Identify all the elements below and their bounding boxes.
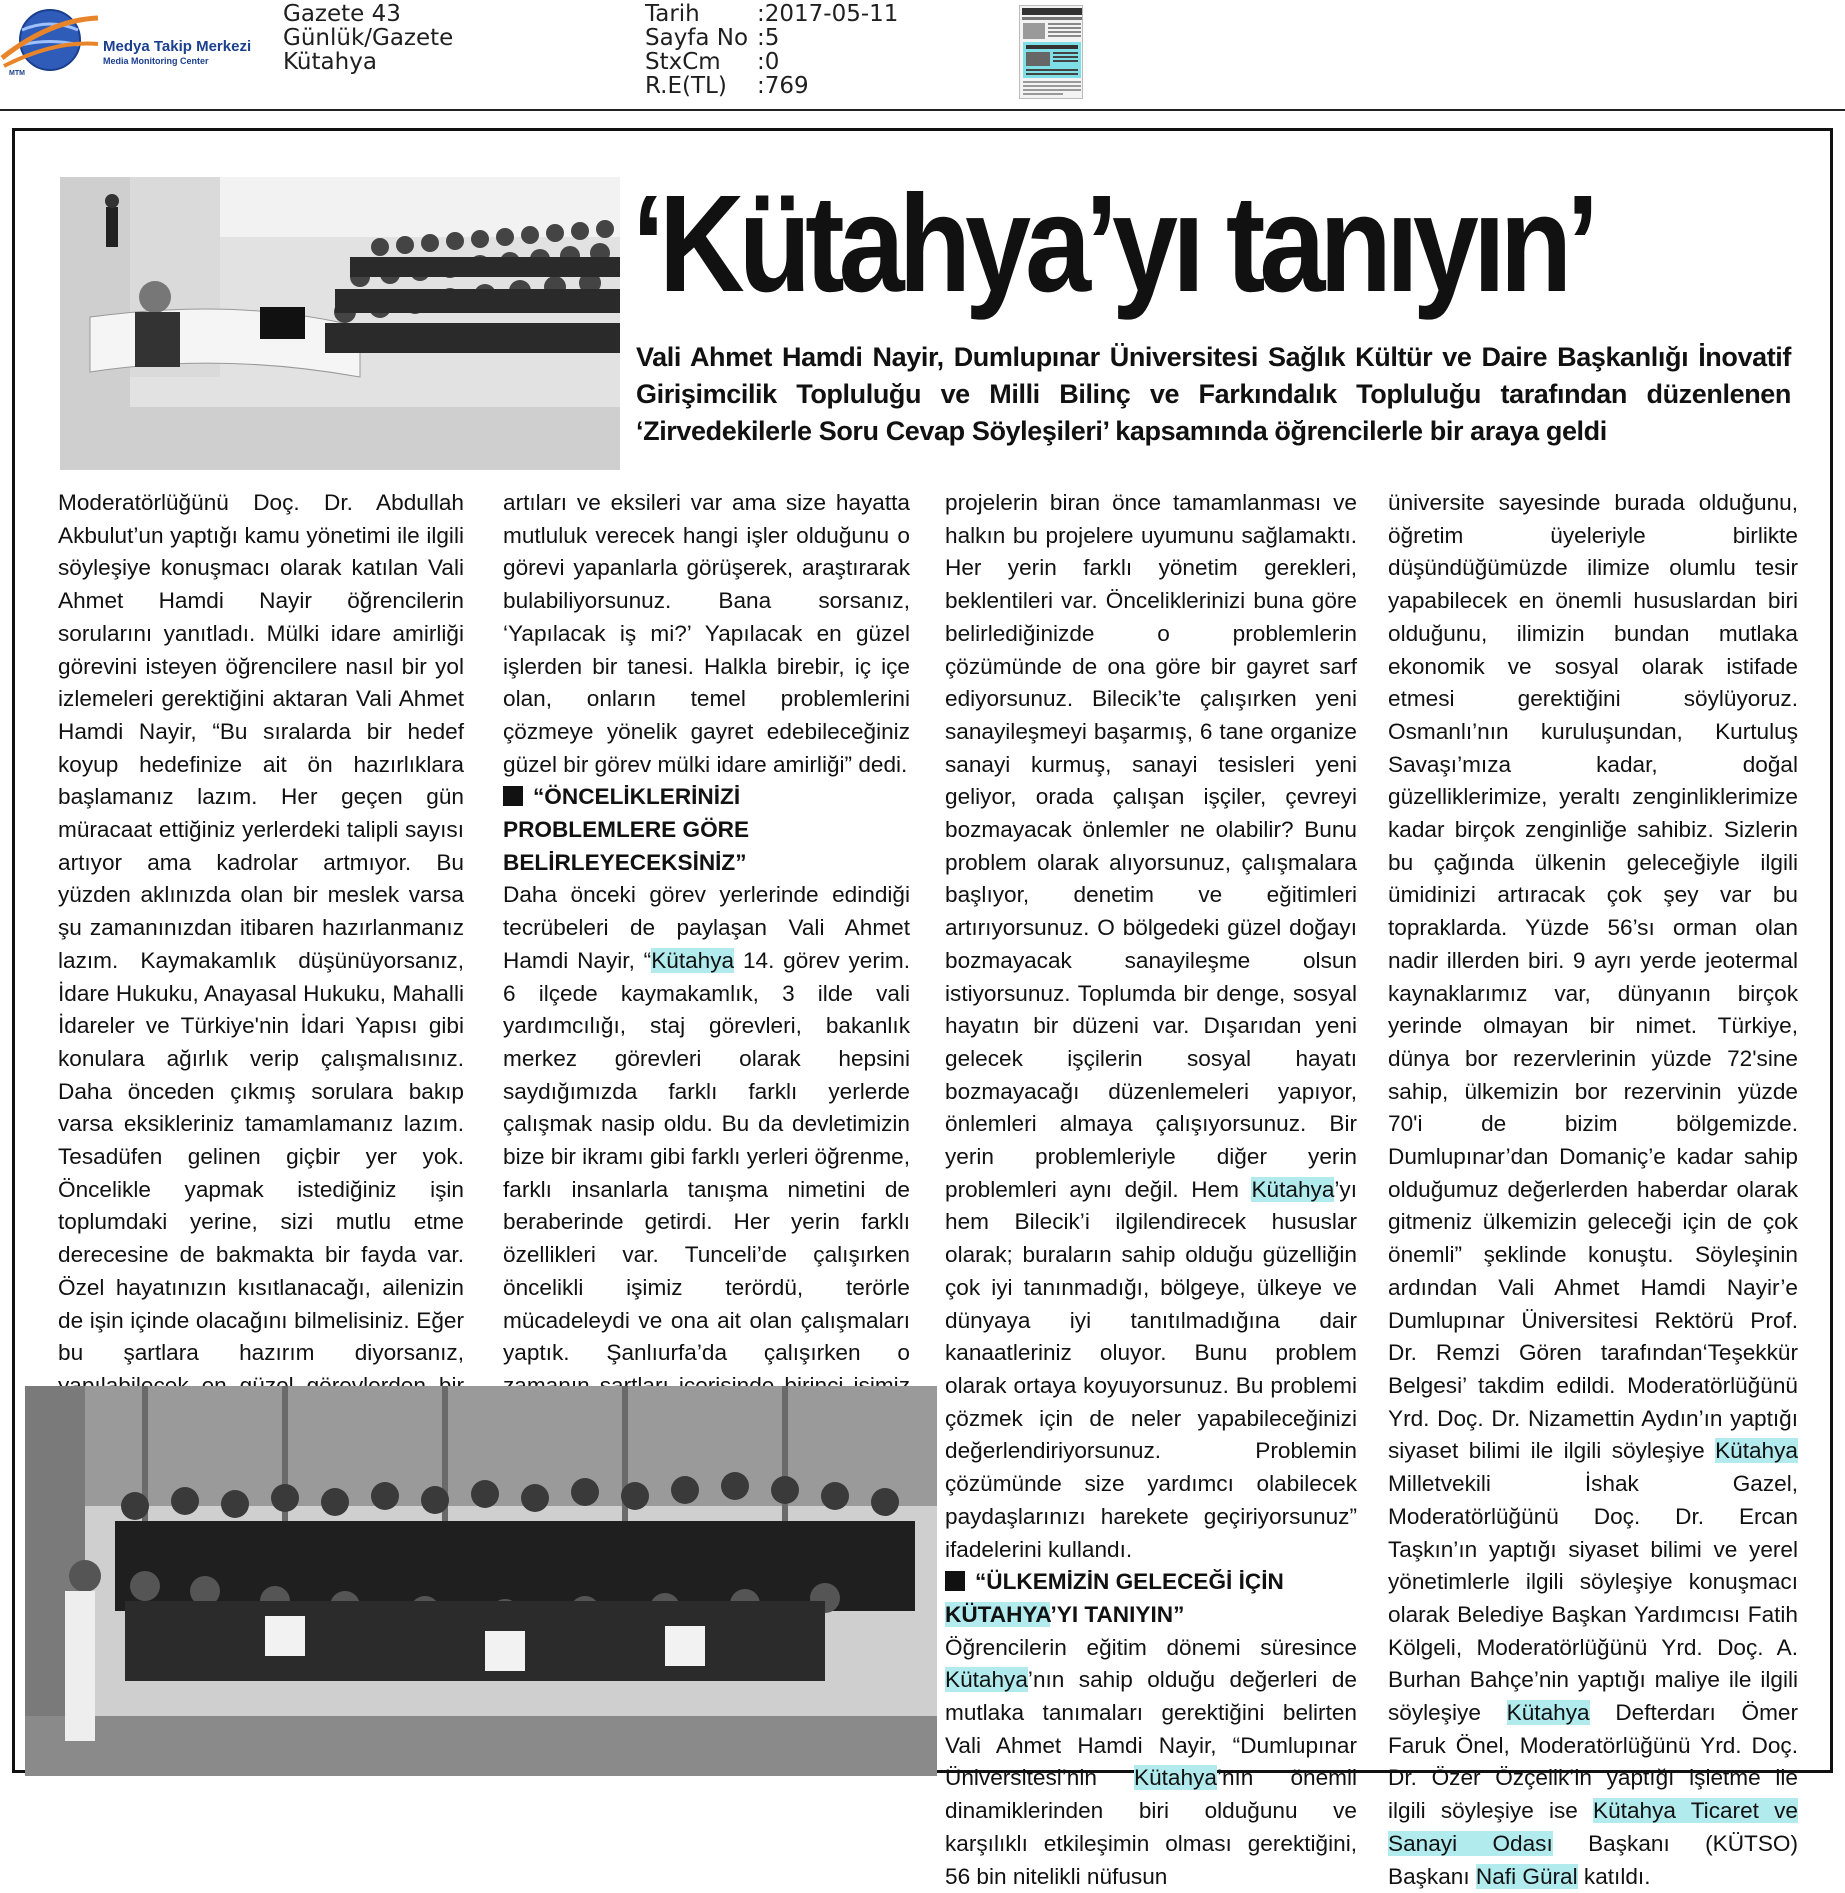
logo-name: Medya Takip Merkezi (103, 38, 252, 55)
keyword-highlight: Kütahya (651, 947, 735, 973)
article-column-1 (58, 487, 464, 1468)
keyword-highlight: Kütahya (1134, 1765, 1217, 1791)
page-thumbnail[interactable] (1019, 5, 1083, 99)
meta-value: :5 (757, 25, 780, 51)
clipping-meta (645, 2, 898, 98)
article-column-4 (1388, 487, 1798, 1893)
text-run: Öğrencilerin eğitim dönemi süresince (945, 1634, 1357, 1660)
source-city: Kütahya (283, 49, 377, 75)
article-column-3 (945, 487, 1357, 1893)
subheading-text: “ÜLKEMİZİN GELECEĞİ İÇİN (975, 1569, 1284, 1595)
subhead-square-icon (945, 1571, 965, 1591)
meta-value: :0 (757, 49, 780, 75)
header-divider (0, 109, 1845, 111)
subhead-square-icon (503, 786, 523, 806)
meta-label: Tarih (645, 1, 700, 27)
text-run: projelerin biran önce tamamlanması ve halkın bu projelere uyumunu sağlamaktı. Her yerin farklı yönetim gerekleri, beklentileri var. Önceliklerinizi buna göre belirlediğinizde o problemlerin çözümünde de ona göre bir gayret sarf ediyorsunuz. Bilecik’te çalışırken yeni sanayileşmeyi başarmış, 6 tane organize sanayi kurmuş, sanayi tesisleri yeni geliyor, orada çalışan işçiler, çevreyi bozmayacak önlemler ne olabilir? Bunu problem olarak alıyorsunuz, çalışmalara başlıyor, denetim ve eğitimleri artırıyorsunuz. O bölgedeki güzel doğayı bozmayacak sanayileşme olsun istiyorsunuz. Toplumda bir denge, sosyal hayatın bir düzeni var. Dışarıdan yeni gelecek işçilerin sosyal hayatı bozmayacağı düzenlemeleri yapıyor, önlemleri almaya çalışıyorsunuz. Bir yerin problemleriyle diğer yerin problemleri aynı değil. Hem (945, 490, 1357, 1202)
keyword-highlight: Kütahya (1715, 1438, 1798, 1464)
keyword-highlight: KÜTAHYA (945, 1601, 1051, 1627)
text-run: Milletvekili İshak Gazel, Moderatörlüğünü Doç. Dr. Ercan Taşkın’ın yaptığı siyaset bilimi ve yerel yönetimlerle ilgili söyleşiye konuşmacı olarak Belediye Başkan Yardımcısı Fatih Kölgeli, Moderatörlüğünü Yrd. Doç. A. Burhan Bahçe’nin yaptığı maliye ile ilgili söyleşiye (1388, 1471, 1798, 1726)
meta-row-date (645, 2, 898, 26)
source-type: Günlük/Gazete (283, 25, 454, 51)
meta-row-ad-value (645, 74, 898, 98)
conference-photo (60, 177, 620, 470)
text-run: ’nın sahip olduğu değerleri de mutlaka tanımaları gerektiğini belirten Vali Ahmet Hamdi Nayir, “Dumlupınar Üniversitesi’nin (945, 1667, 1357, 1791)
group-photo (25, 1386, 937, 1776)
text-run: katıldı. (1577, 1863, 1651, 1889)
column-3-paragraph-1 (945, 487, 1357, 1566)
keyword-highlight: Kütahya (1251, 1176, 1335, 1202)
keyword-highlight: Kütahya (1506, 1700, 1590, 1726)
text-run: Başkanı (KÜTSO) Başkanı (1388, 1830, 1798, 1889)
subheading-text: ’YI TANIYIN” (1050, 1601, 1185, 1627)
media-monitoring-logo (0, 0, 282, 86)
text-run: ’nın önemli dinamiklerinden biri olduğunu ve karşılıklı etkileşimin olması gerektiğini, 56 bin nitelikli nüfusun (945, 1765, 1357, 1889)
keyword-highlight: Nafi Güral (1475, 1863, 1578, 1889)
text-run: üniversite sayesinde burada olduğunu, öğretim üyeleriyle birlikte düşündüğümüzde ilimize olumlu tesir yapabilecek en önemli hususlardan biri olduğunu, ilimizin bundan mutlaka ekonomik ve sosyal olarak istifade etmesi gerektiğini söylüyoruz. Osmanlı’nın kuruluşundan, Kurtuluş Savaşı’mıza kadar, doğal güzelliklerimize, yeraltı zenginliklerimize kadar birçok zenginliğe sahibiz. Sizlerin bu çağında ülkenin geleceğiyle ilgili ümidinizi artıracak çok şey var bu topraklarda. Yüzde 56’sı orman olan nadir illerden biri. 9 ayrı yerde jeotermal kaynaklarımız var, dünyanın birçok yerinde olmayan bir nimet. Türkiye, dünya bor rezervlerinin yüzde 72'sine sahip, ülkemizin bor rezervinin yüzde 70'i de bizim bölgemizde. Dumlupınar’dan Domaniç’e kadar sahip olduğumuz değerlerden haberdar olarak gitmeniz ülkemizin geleceği için de çok önemli” şeklinde konuştu. Söyleşinin ardından Vali Ahmet Hamdi Nayir’e Dumlupınar Üniversitesi Rektörü Prof. Dr. Remzi Gören tarafından‘Teşekkür Belgesi’ takdim edildi. Moderatörlüğünü Yrd. Doç. Dr. Nizamettin Aydın’ın yaptığı siyaset bilimi ile ilgili söyleşiye (1388, 490, 1798, 1464)
meta-label: Sayfa No (645, 25, 749, 51)
logo-abbr: MTM (9, 70, 25, 77)
article-column-2 (503, 487, 910, 1468)
column-4-paragraph (1388, 487, 1798, 1893)
text-run: Defterdarı Ömer Faruk Önel, Moderatörlüğünü Yrd. Doç. Dr. Özer Özçelik’in yaptığı işletme ile ilgili söyleşiye ise (1388, 1700, 1799, 1824)
meta-row-page (645, 26, 898, 50)
meta-value: :2017-05-11 (757, 1, 899, 27)
text-run: 14. görev yerim. 6 ilçede kaymakamlık, 3 ilde vali yardımcılığı, staj görevleri, bakanlık merkez görevleri olarak hepsini saydığımızda farklı farklı yerlerde çalışmak nasip oldu. Bu da devletimizin bize bir ikramı gibi farklı yerleri öğrenme, farklı insanlarla tanışma nimetini de beraberinde getirdi. Her yerin farklı özellikleri var. Tunceli’de çalışırken öncelikli işimiz terördü, terörle mücadeleydi ve ona ait olan çalışmaları yaptık. Şanlıurfa’da çalışırken o (503, 947, 910, 1366)
article-headline: ‘Kütahya’yı tanıyın’ (632, 167, 1594, 321)
keyword-highlight: Kütahya (945, 1667, 1028, 1693)
meta-row-stxcm (645, 50, 898, 74)
article-deck: Vali Ahmet Hamdi Nayir, Dumlupınar Üniversitesi Sağlık Kültür ve Daire Başkanlığı İnovatif Girişimcilik Topluluğu ve Milli Bilinç ve Farkındalık Topluluğu tarafından düzenlenen ‘Zirvedekilerle Soru Cevap Söyleşileri’ kapsamında öğrencilerle bir araya geldi (636, 342, 1791, 446)
meta-value: :769 (757, 73, 809, 99)
text-run: ’yı hem Bilecik’i ilgilendirecek hususlar olarak; buraların sahip olduğu güzelliğin çok iyi tanınmadığı, bölgeye, ülkeye ve dünyaya iyi tanıtılmadığına dair kanaatleriniz oluyor. Bunu problem olarak ortaya koyuyorsunuz. Bu problemi çözmek için de neler yapabileceğinizi değerlendiriyorsunuz. Problemin çözümünde size yardımcı olabilecek paydaşlarınızı harekete geçiriyorsunuz” ifadelerini kullandı. (945, 1176, 1357, 1562)
source-paper: Gazete 43 (283, 1, 401, 27)
keyword-highlight: Kütahya Ticaret ve Sanayi Odası (1388, 1798, 1798, 1856)
subheading-priorities (503, 781, 910, 879)
meta-label: StxCm (645, 49, 721, 75)
logo-subtitle: Media Monitoring Center (103, 56, 209, 66)
meta-label: R.E(TL) (645, 73, 727, 99)
source-info (283, 2, 453, 74)
column-3-paragraph-2 (945, 1632, 1357, 1893)
column-2-paragraph-1: artıları ve eksileri var ama size hayatta mutluluk verecek hangi işler olduğunu o görevi yapanlarla görüşerek, araştırarak bulabiliyorsunuz. Bana sorsanız, ‘Yapılacak iş mi?’ Yapılacak en güzel işlerden bir tanesi. Halkla birebir, iç içe olan, onların temel problemlerini çözmeye yönelik gayret edebileceğiniz güzel bir görev mülki idare amirliği” dedi. (503, 490, 910, 777)
subheading-text: “ÖNCELİKLERİNİZİ PROBLEMLERE GÖRE BELİRLEYECEKSİNİZ” (503, 784, 750, 875)
column-2-paragraph-2 (503, 879, 910, 1468)
text-run: Daha önceki görev yerlerinde edindiği tecrübeleri de paylaşan Vali Ahmet Hamdi Nayir, “ (503, 882, 910, 973)
subheading-future (945, 1566, 1357, 1631)
column-1-paragraph: Moderatörlüğünü Doç. Dr. Abdullah Akbulut’un yaptığı kamu yönetimi ile ilgili söyleşiye konuşmacı olarak katılan Vali Ahmet Hamdi Nayir öğrencilerin sorularını yanıtladı. Mülki idare amirliği görevini isteyen öğrencilere nasıl bir yol izlemeleri gerektiğini aktaran Vali Ahmet Hamdi Nayir, “Bu sıralarda bir hedef koyup hedefinize ait ön hazırlıklara başlamanız lazım. Her geçen gün müracaat ettiğiniz yerlerdeki talipli sayısı artıyor ama kadrolar artmıyor. Bu yüzden aklınızda olan bir meslek varsa şu zamanınızdan itibaren hazırlanmanız lazım. Kaymakamlık düşünüyorsanız, İdare Hukuku, Anayasal Hukuku, Mahalli İdareler ve Türkiye'nin İdari Yapısı gibi konulara ağırlık verip çalışmalısınız. Daha önceden çıkmış sorulara bakıp varsa eksikleriniz tamamlamanız lazım. Tesadüfen gelinen giçbir yer yok. Öncelikle yapmak istediğiniz işin toplumdaki yerine, sizi mutlu etme derecesine de bakmakta bir fayda var. Özel hayatınızın kısıtlanacağı, ailenizin de işin içinde olacağını bilmelisiniz. Eğer bu şartlara hazırım diyorsanız, (58, 490, 464, 1366)
